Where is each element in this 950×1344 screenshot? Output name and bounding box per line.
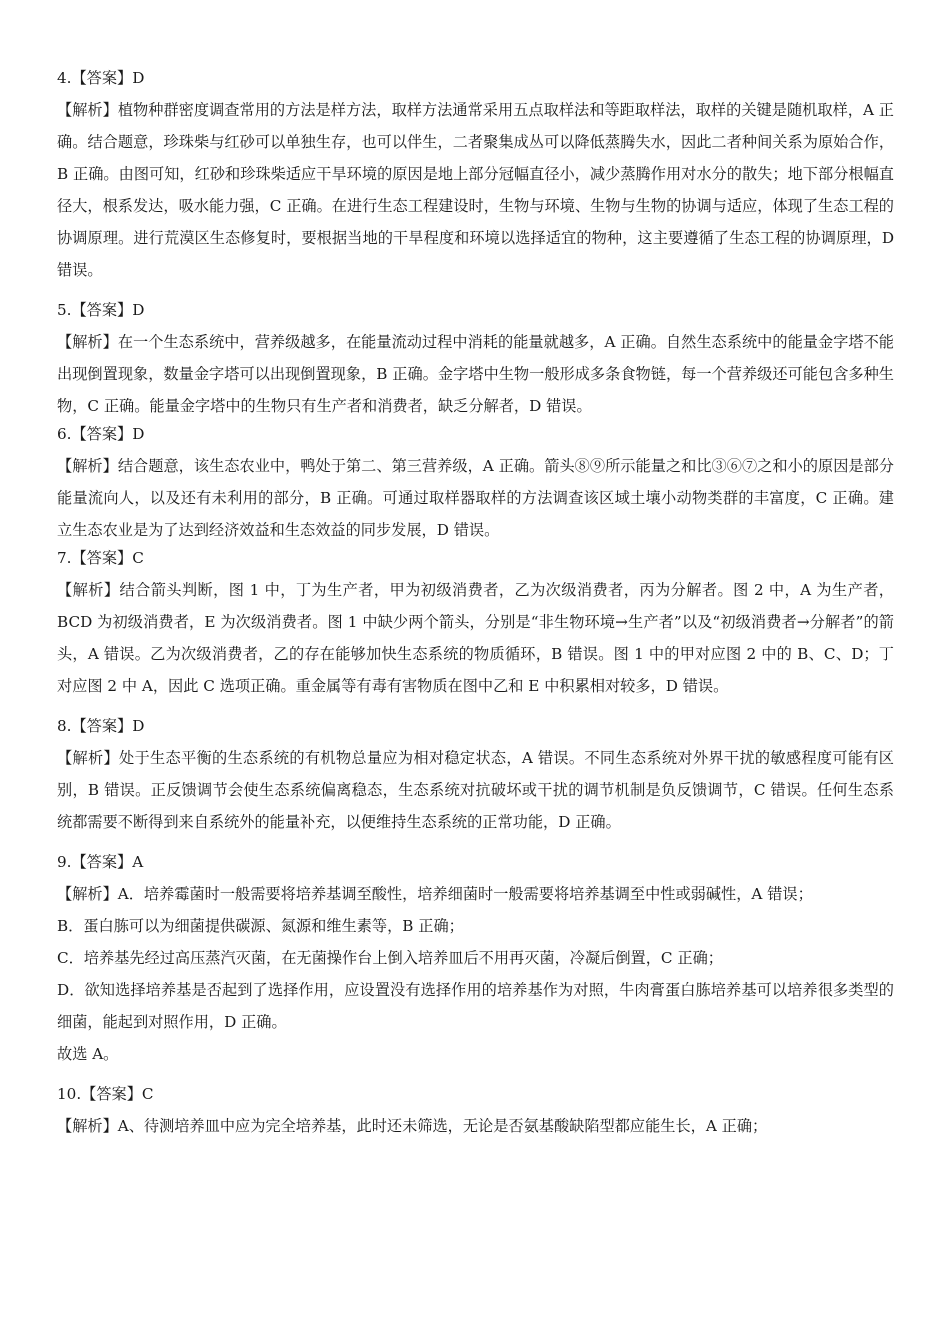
- analysis-text: 【解析】结合箭头判断，图 1 中，丁为生产者，甲为初级消费者，乙为次级消费者，丙为分解者。图 2 中，A 为生产者，BCD 为初级消费者，E 为次级消费者。图 1 中缺少两个箭头，分别是“非生物环境→生产者”以及“初级消费者→分解者”的箭头，A 错误。乙为次级消费者，乙的存在能够加快生态系统的物质循环，B 错误。图 1 中的甲对应图 2 中的 B、C、D；丁对应图 2 中 A，因此 C 选项正确。重金属等有毒有害物质在图中乙和 E 中积累相对较多，D 错误。: [57, 581, 894, 695]
- answer-line: 4.【答案】D: [57, 69, 145, 87]
- answer-line: 7.【答案】C: [57, 549, 144, 567]
- analysis-text: 【解析】A、待测培养皿中应为完全培养基，此时还未筛选，无论是否氨基酸缺陷型都应能生长，A 正确；: [57, 1117, 768, 1135]
- analysis-option-b: B．蛋白胨可以为细菌提供碳源、氮源和维生素等，B 正确；: [57, 917, 464, 935]
- analysis-text: 【解析】在一个生态系统中，营养级越多，在能量流动过程中消耗的能量就越多，A 正确。自然生态系统中的能量金字塔不能出现倒置现象，数量金字塔可以出现倒置现象，B 正确。金字塔中生物一般形成多条食物链，每一个营养级还可能包含多种生物，C 正确。能量金字塔中的生物只有生产者和消费者，缺乏分解者，D 错误。: [57, 333, 894, 415]
- question-9: [57, 846, 894, 1070]
- answer-line: 6.【答案】D: [57, 425, 145, 443]
- answer-line: 8.【答案】D: [57, 717, 145, 735]
- analysis-conclusion: 故选 A。: [57, 1045, 119, 1063]
- answer-line: 9.【答案】A: [57, 853, 144, 871]
- question-10: [57, 1078, 894, 1142]
- question-5: [57, 294, 894, 422]
- analysis-text: 【解析】结合题意，该生态农业中，鸭处于第二、第三营养级，A 正确。箭头⑧⑨所示能量之和比③⑥⑦之和小的原因是部分能量流向人，以及还有未利用的部分，B 正确。可通过取样器取样的方法调查该区域土壤小动物类群的丰富度，C 正确。建立生态农业是为了达到经济效益和生态效益的同步发展，D 错误。: [57, 457, 894, 539]
- answer-line: 10.【答案】C: [57, 1085, 154, 1103]
- analysis-option-c: C．培养基先经过高压蒸汽灭菌，在无菌操作台上倒入培养皿后不用再灭菌，冷凝后倒置，C 正确；: [57, 949, 723, 967]
- question-8: [57, 710, 894, 838]
- analysis-text: 【解析】处于生态平衡的生态系统的有机物总量应为相对稳定状态，A 错误。不同生态系统对外界干扰的敏感程度可能有区别，B 错误。正反馈调节会使生态系统偏离稳态，生态系统对抗破坏或干扰的调节机制是负反馈调节，C 错误。任何生态系统都需要不断得到来自系统外的能量补充，以便维持生态系统的正常功能，D 正确。: [57, 749, 894, 831]
- analysis-option-d: D．欲知选择培养基是否起到了选择作用，应设置没有选择作用的培养基作为对照，牛肉膏蛋白胨培养基可以培养很多类型的细菌，能起到对照作用，D 正确。: [57, 981, 894, 1031]
- answer-line: 5.【答案】D: [57, 301, 145, 319]
- analysis-option-a: 【解析】A．培养霉菌时一般需要将培养基调至酸性，培养细菌时一般需要将培养基调至中性或弱碱性，A 错误；: [57, 885, 813, 903]
- analysis-text: 【解析】植物种群密度调查常用的方法是样方法，取样方法通常采用五点取样法和等距取样法，取样的关键是随机取样，A 正确。结合题意，珍珠柴与红砂可以单独生存，也可以伴生，二者聚集成丛可以降低蒸腾失水，因此二者种间关系为原始合作，B 正确。由图可知，红砂和珍珠柴适应干旱环境的原因是地上部分冠幅直径小，减少蒸腾作用对水分的散失；地下部分根幅直径大，根系发达，吸水能力强，C 正确。在进行生态工程建设时，生物与环境、生物与生物的协调与适应，体现了生态工程的协调原理。进行荒漠区生态修复时，要根据当地的干旱程度和环境以选择适宜的物种，这主要遵循了生态工程的协调原理，D 错误。: [57, 101, 894, 279]
- question-4: [57, 62, 894, 286]
- question-6: [57, 418, 894, 546]
- question-7: [57, 542, 894, 702]
